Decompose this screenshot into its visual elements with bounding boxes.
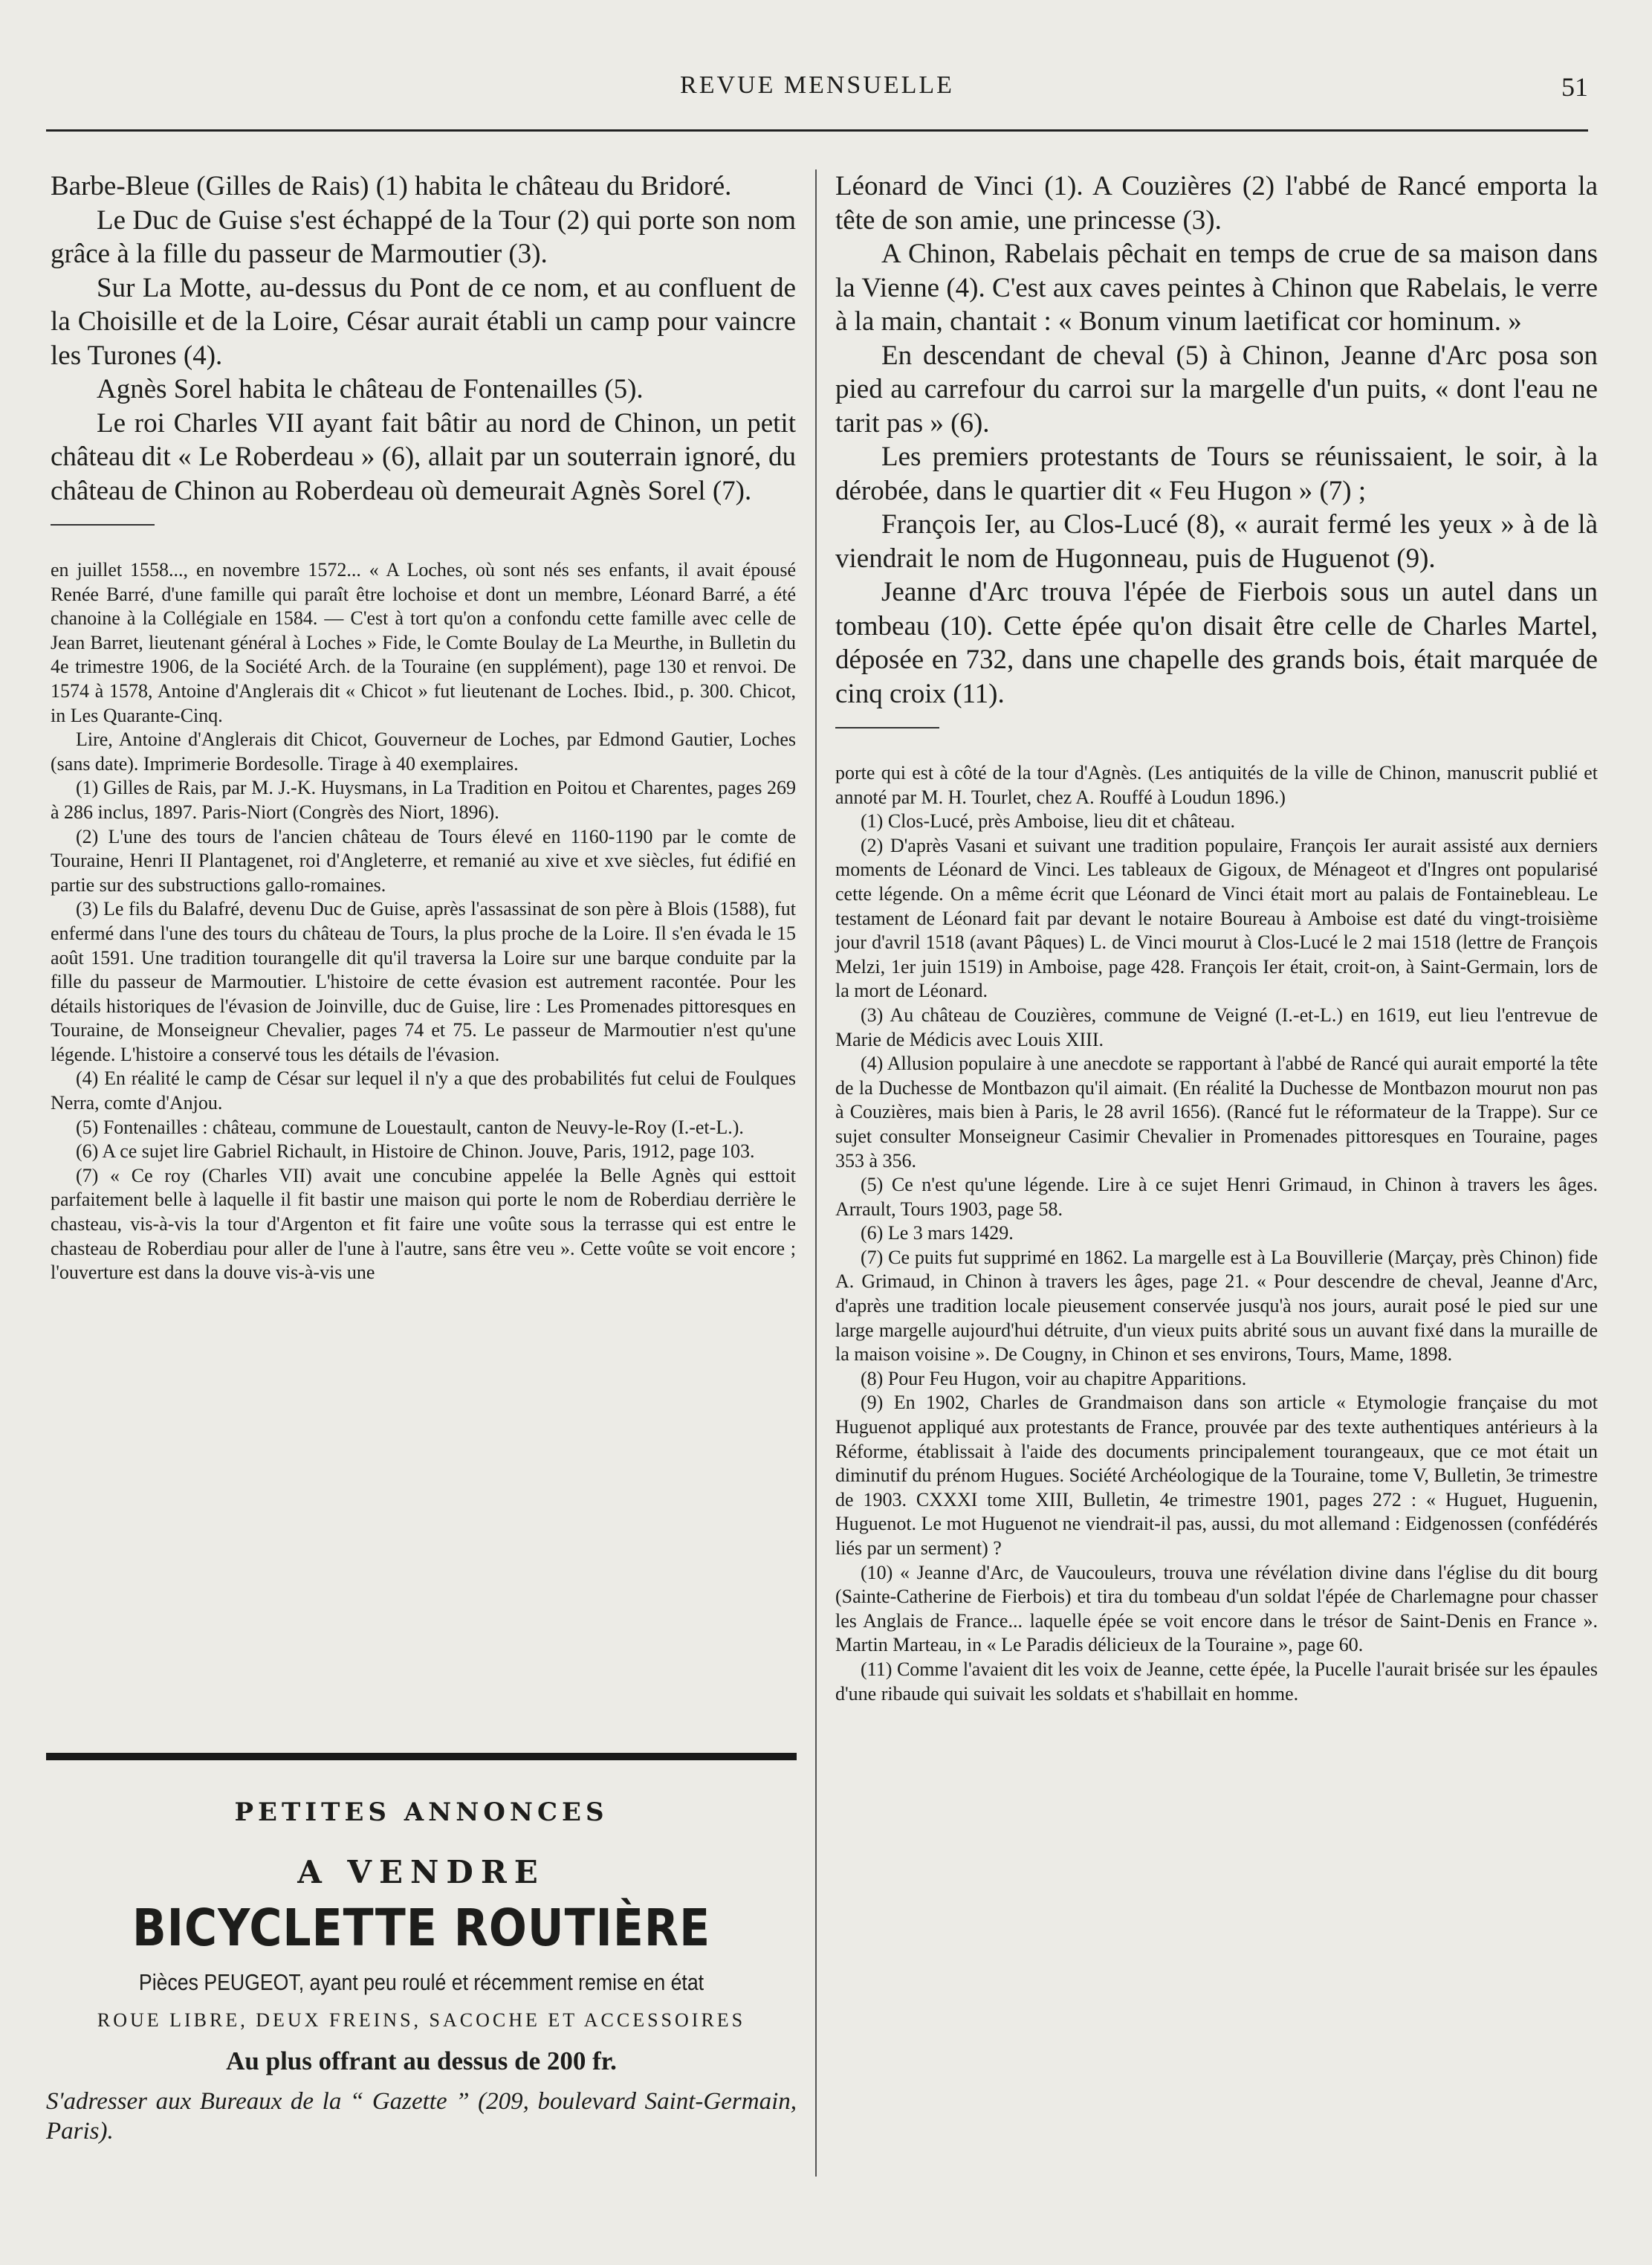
ad-heading: PETITES ANNONCES (234, 1797, 609, 1827)
footnote: (4) En réalité le camp de César sur lequel il n'y a que des probabilités fut celui de Foulques Nerra, comte d'Anjou. (51, 1067, 796, 1114)
ad-description: Pièces PEUGEOT, ayant peu roulé et récemment remise en état (138, 1969, 704, 1995)
ad-top-rule (46, 1753, 797, 1760)
right-footnotes (835, 761, 1598, 1706)
footnote: (8) Pour Feu Hugon, voir au chapitre Apparitions. (861, 1367, 1247, 1389)
footnote: (10) « Jeanne d'Arc, de Vaucouleurs, trouva une révélation divine dans l'église du dit bourg (Sainte-Catherine de Fierbois) et tira du tombeau d'un soldat l'épée de Charlemagne pour chasser les Anglais de France... laquelle épée se voit encore dans le trésor de Saint-Denis en France ». Martin Marteau, in « Le Paradis délicieux de la Touraine », page 60. (835, 1561, 1598, 1656)
footnote: porte qui est à côté de la tour d'Agnès. (Les antiquités de la ville de Chinon, manuscrit publié et annoté par M. H. Tourlet, chez A. Rouffé à Loudun 1896.) (835, 762, 1598, 808)
right-main-text (835, 169, 1598, 711)
footnote: Lire, Antoine d'Anglerais dit Chicot, Gouverneur de Loches, par Edmond Gautier, Loches (sans date). Imprimerie Bordesolle. Tirage à 40 exemplaires. (51, 728, 796, 775)
footnote: (1) Gilles de Rais, par M. J.-K. Huysmans, in La Tradition en Poitou et Charentes, pages 269 à 286 inclus, 1897. Paris-Niort (Congrès des Niort, 1896). (51, 777, 796, 823)
ad-price: Au plus offrant au dessus de 200 fr. (226, 2046, 617, 2075)
footnote: (6) Le 3 mars 1429. (861, 1222, 1014, 1244)
footnote-separator (835, 727, 939, 728)
paragraph: Léonard de Vinci (1). A Couzières (2) l'abbé de Rancé emporta la tête de son amie, une princesse (3). (835, 171, 1598, 236)
page-number: 51 (1561, 72, 1588, 102)
paragraph: François Ier, au Clos-Lucé (8), « aurait fermé les yeux » à de là viendrait le nom de Hugonneau, puis de Huguenot (9). (835, 509, 1598, 574)
footnote-separator (51, 524, 155, 526)
left-footnotes (51, 558, 796, 1285)
paragraph: Le Duc de Guise s'est échappé de la Tour (2) qui porte son nom grâce à la fille du passeur de Marmoutier (3). (51, 204, 796, 269)
footnote: en juillet 1558..., en novembre 1572... « A Loches, où sont nés ses enfants, il avait épousé Renée Barré, d'une famille qui paraît être lochoise et dont un membre, Léonard Barré, a été chanoine à la Collégiale en 1584. — C'est à tort qu'on a confondu cette famille avec celle de Jean Barret, lieutenant général à Loches » Fide, le Comte Boulay de La Meurthe, in Bulletin du 4e trimestre 1906, de la Société Arch. de la Touraine (en supplément), page 130 et renvoi. De 1574 à 1578, Antoine d'Anglerais dit « Chicot » fut lieutenant de Loches. Ibid., p. 300. Chicot, in Les Quarante-Cinq. (51, 559, 796, 726)
paragraph: Agnès Sorel habita le château de Fontenailles (5). (97, 374, 644, 404)
ad-contact: S'adresser aux Bureaux de la “ Gazette ” (209, boulevard Saint-Germain, Paris). (46, 2088, 797, 2145)
footnote: (3) Le fils du Balafré, devenu Duc de Guise, après l'assassinat de son père à Blois (1588), fut enfermé dans l'une des tours du château de Tours, la plus proche de la Loire. Il s'en évada le 15 août 1591. Une tradition tourangelle dit qu'il traversa la Loire sur une barque conduite par la fille du passeur de Marmoutier. L'histoire de cette évasion est autrement racontée. Pour les détails historiques de l'évasion de Joinville, duc de Guise, lire : Les Promenades pittoresques en Touraine, de Monseigneur Chevalier, pages 74 et 75. Le passeur de Marmoutier n'est qu'une légende. L'histoire a conservé tous les détails de l'évasion. (51, 898, 796, 1065)
paragraph: A Chinon, Rabelais pêchait en temps de crue de sa maison dans la Vienne (4). C'est aux caves peintes à Chinon que Rabelais, le verre à la main, chantait : « Bonum vinum laetificat cor hominum. » (835, 239, 1598, 337)
footnote: (1) Clos-Lucé, près Amboise, lieu dit et château. (861, 810, 1235, 833)
footnote: (7) « Ce roy (Charles VII) avait une concubine appelée la Belle Agnès qui esttoit parfaitement belle à laquelle il fit bastir une maison qui porte le nom de Roberdiau derrière le chasteau, vis-à-vis la tour d'Argenton et fit faire une voûte sous la terrasse qui est entre le chasteau de Roberdiau pour aller de l'une à l'autre, sans être veu ». Cette voûte se voit encore ; l'ouverture est dans la douve vis-à-vis une (51, 1164, 796, 1284)
footnote: (6) A ce sujet lire Gabriel Richault, in Histoire de Chinon. Jouve, Paris, 1912, page 103. (76, 1140, 755, 1163)
footnote: (4) Allusion populaire à une anecdote se rapportant à l'abbé de Rancé qui aurait emporté la tête de la Duchesse de Montbazon qu'il aimait. (En réalité la Duchesse de Montbazon mourut non pas à Couzières, mais bien à Paris, le 28 avril 1656). (Rancé fut le réformateur de la Trappe). Sur ce sujet consulter Monseigneur Casimir Chevalier in Promenades pittoresques en Touraine, pages 353 à 356. (835, 1053, 1598, 1172)
ad-product: BICYCLETTE ROUTIÈRE (132, 1898, 711, 1959)
footnote: (2) L'une des tours de l'ancien château de Tours élevé en 1160-1190 par le comte de Touraine, Henri II Plantagenet, roi d'Angleterre, et remanié au xive et xve siècles, fut édifié en partie sur des substructions gallo-romaines. (51, 825, 796, 896)
right-column (835, 169, 1598, 1706)
paragraph: Les premiers protestants de Tours se réunissaient, le soir, à la dérobée, dans le quartier dit « Feu Hugon » (7) ; (835, 442, 1598, 506)
footnote: (2) D'après Vasani et suivant une tradition populaire, François Ier aurait assisté aux derniers moments de Léonard de Vinci. Les tableaux de Gigoux, de Ménageot et d'Ingres ont popularisé cette légende. On a même écrit que Léonard de Vinci était mort au palais de Fontainebleau. Le testament de Léonard fait par devant le notaire Boureau à Amboise est daté du vingt-troisième jour d'avril 1518 (avant Pâques) L. de Vinci mourut à Clos-Lucé le 2 mai 1518 (lettre de François Melzi, 1er juin 1519) in Amboise, page 428. François Ier était, croit-on, à Saint-Germain, lors de la mort de Léonard. (835, 834, 1598, 1002)
left-main-text (51, 169, 796, 508)
page-header (46, 71, 1588, 132)
ad-features: ROUE LIBRE, DEUX FREINS, SACOCHE ET ACCESSOIRES (97, 2009, 746, 2031)
left-column (51, 169, 796, 1285)
running-title: REVUE MENSUELLE (680, 71, 954, 99)
footnote: (5) Ce n'est qu'une légende. Lire à ce sujet Henri Grimaud, in Chinon à travers les âges. Arrault, Tours 1903, page 58. (835, 1174, 1598, 1220)
footnote: (3) Au château de Couzières, commune de Veigné (I.-et-L.) en 1619, eut lieu l'entrevue de Marie de Médicis avec Louis XIII. (835, 1004, 1598, 1050)
classified-ad (46, 1753, 797, 2229)
paragraph: En descendant de cheval (5) à Chinon, Jeanne d'Arc posa son pied au carrefour du carroi sur la margelle d'un puits, « dont l'eau ne tarit pas » (6). (835, 340, 1598, 439)
footnote: (9) En 1902, Charles de Grandmaison dans son article « Etymologie française du mot Huguenot appliqué aux protestants de France, prouvée par des texte authentiques antérieurs à la Réforme, établissait à l'aide des documents principalement tourangeaux, que ce mot était un diminutif du prénom Hugues. Société Archéologique de la Touraine, tome V, Bulletin, 3e trimestre de 1903. CXXXI tome XIII, Bulletin, 4e trimestre 1901, pages 272 : « Huguet, Huguenin, Huguenot. Le mot Huguenot ne viendrait-il pas, aussi, du mot allemand : Eidgenossen (confédérés liés par un serment) ? (835, 1392, 1598, 1559)
paragraph: Barbe-Bleue (Gilles de Rais) (1) habita le château du Bridoré. (51, 171, 732, 201)
column-divider (815, 169, 817, 2177)
footnote: (11) Comme l'avaient dit les voix de Jeanne, cette épée, la Pucelle l'aurait brisée sur les épaules d'une ribaude qui suivait les soldats et s'habillait en homme. (835, 1658, 1598, 1705)
paragraph: Sur La Motte, au-dessus du Pont de ce nom, et au confluent de la Choisille et de la Loire, César aurait établi un camp pour vaincre les Turones (4). (51, 272, 796, 371)
footnote: (5) Fontenailles : château, commune de Louestault, canton de Neuvy-le-Roy (I.-et-L.). (76, 1116, 744, 1138)
ad-for-sale: A VENDRE (297, 1854, 545, 1890)
paragraph: Jeanne d'Arc trouva l'épée de Fierbois sous un autel dans un tombeau (10). Cette épée qu'on disait être celle de Charles Martel, déposée en 732, dans une chapelle des grands bois, était marquée de cinq croix (11). (835, 577, 1598, 709)
footnote: (7) Ce puits fut supprimé en 1862. La margelle est à La Bouvillerie (Marçay, près Chinon) fide A. Grimaud, in Chinon à travers les âges, page 21. « Pour descendre de cheval, Jeanne d'Arc, d'après une tradition locale pieusement conservée jusqu'à nos jours, aurait posé le pied sur une large margelle aujourd'hui détruite, d'un vieux puits abrité sous un auvant fixé dans la muraille de la maison voisine ». De Cougny, in Chinon et ses environs, Tours, Mame, 1898. (835, 1246, 1598, 1366)
paragraph: Le roi Charles VII ayant fait bâtir au nord de Chinon, un petit château dit « Le Roberdeau » (6), allait par un souterrain ignoré, du château de Chinon au Roberdeau où demeurait Agnès Sorel (7). (51, 407, 796, 506)
